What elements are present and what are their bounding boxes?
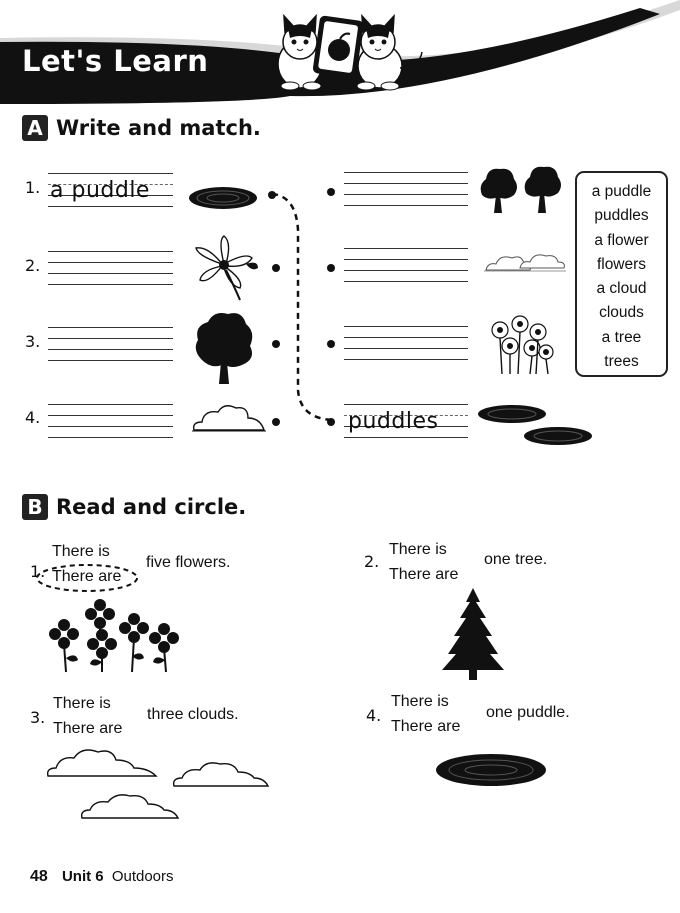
answer-b4: puddles xyxy=(348,409,439,434)
item-a2-number: 2. xyxy=(25,256,41,275)
page-number: 48 xyxy=(30,868,48,885)
five-flowers-icon xyxy=(46,598,180,674)
item-a4-number: 4. xyxy=(25,408,41,427)
item-b1-number: 1. xyxy=(30,562,46,581)
word-bank-item: a tree xyxy=(601,328,642,346)
puddle-icon xyxy=(188,185,258,211)
page-title: Let's Learn xyxy=(22,44,209,78)
answer-a1: a puddle xyxy=(50,178,150,203)
word-bank xyxy=(575,171,668,377)
item-a3-number: 3. xyxy=(25,332,41,351)
footer-topic: Outdoors xyxy=(111,868,174,885)
writing-lines-a2[interactable] xyxy=(48,251,173,285)
tree-icon xyxy=(192,310,256,386)
item-b2-option-are[interactable]: There are xyxy=(389,566,459,583)
writing-lines-a4[interactable] xyxy=(48,404,173,438)
section-b-heading xyxy=(22,494,246,520)
section-a-title: Write and match. xyxy=(56,116,261,140)
section-a-heading xyxy=(22,115,261,141)
match-dot-right-4[interactable] xyxy=(327,418,335,426)
word-bank-item: a flower xyxy=(594,231,649,249)
cloud-icon xyxy=(190,400,268,436)
item-b3-option-are[interactable]: There are xyxy=(53,720,123,737)
match-dot-right-3[interactable] xyxy=(327,340,335,348)
word-bank-item: a puddle xyxy=(591,183,652,200)
pine-tree-icon xyxy=(440,586,506,682)
item-b4-option-are[interactable]: There are xyxy=(391,718,461,735)
item-b2-number: 2. xyxy=(364,552,380,571)
item-b2-sentence: one tree. xyxy=(484,551,548,568)
page-footer xyxy=(30,868,174,886)
writing-lines-b1[interactable] xyxy=(344,172,468,206)
section-a-badge: A xyxy=(22,115,48,141)
word-bank-item: trees xyxy=(604,353,639,371)
word-bank-item: flowers xyxy=(596,255,647,273)
writing-lines-b2[interactable] xyxy=(344,248,468,282)
cats-with-apple-card-icon xyxy=(260,8,430,92)
section-b-title: Read and circle. xyxy=(56,495,247,519)
writing-lines-b3[interactable] xyxy=(344,326,468,360)
item-b1-option-are[interactable]: There are xyxy=(52,568,122,585)
item-b3-sentence: three clouds. xyxy=(147,706,239,723)
item-b1-sentence: five flowers. xyxy=(146,554,231,571)
item-b4-number: 4. xyxy=(366,706,382,725)
match-dot-right-2[interactable] xyxy=(327,264,335,272)
section-b-badge: B xyxy=(22,494,48,520)
flowers-icon xyxy=(486,312,558,376)
item-b2-option-is[interactable]: There is xyxy=(389,541,447,558)
puddle-icon xyxy=(434,752,548,788)
item-a1-number: 1. xyxy=(25,178,41,197)
three-clouds-icon xyxy=(44,742,274,822)
word-bank-item: clouds xyxy=(599,304,644,322)
match-line xyxy=(270,190,340,430)
trees-icon xyxy=(478,165,564,215)
item-b4-option-is[interactable]: There is xyxy=(391,693,449,710)
item-b1-option-is[interactable]: There is xyxy=(52,543,110,560)
word-bank-item: puddles xyxy=(594,207,649,225)
item-b3-number: 3. xyxy=(30,708,46,727)
flower-icon xyxy=(188,234,260,302)
footer-unit: Unit 6 xyxy=(61,868,104,885)
match-dot-right-1[interactable] xyxy=(327,188,335,196)
circle-mark-icon xyxy=(34,562,140,594)
clouds-icon xyxy=(484,250,566,276)
word-bank-item: a cloud xyxy=(596,280,647,298)
puddles-icon xyxy=(476,402,596,448)
item-b4-sentence: one puddle. xyxy=(486,704,570,721)
writing-lines-a3[interactable] xyxy=(48,327,173,361)
item-b3-option-is[interactable]: There is xyxy=(53,695,111,712)
